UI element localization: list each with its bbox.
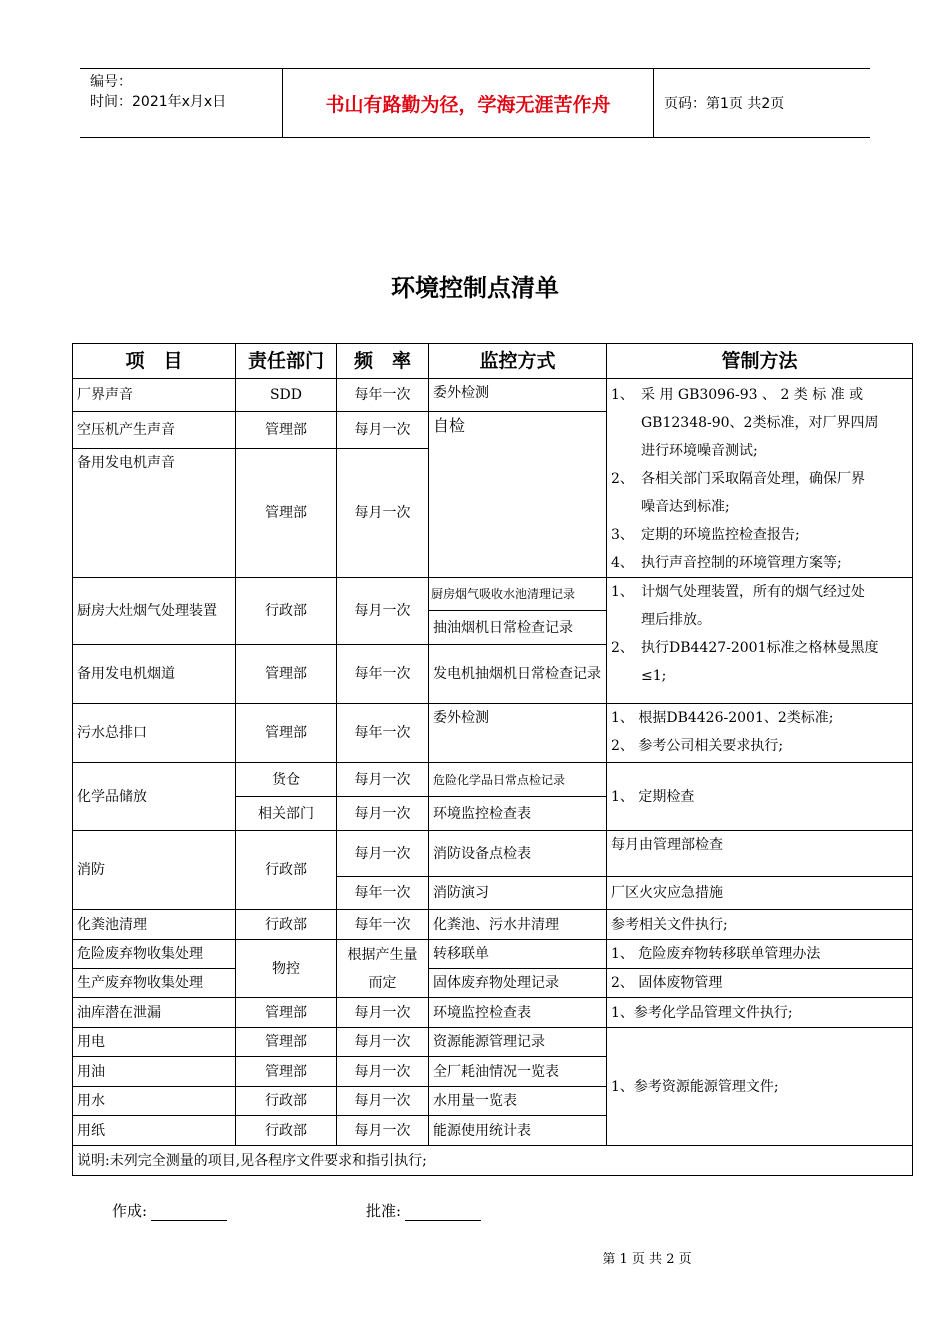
approved-by-field [366,1200,481,1221]
control-point-table [72,343,913,1176]
method-cell: 全厂耗油情况一览表 [429,1057,607,1087]
table-header-row [73,344,913,379]
item-cell: 消防 [73,831,236,910]
dept-cell: 行政部 [236,1116,337,1146]
header-freq: 频 率 [337,344,429,379]
method-cell: 固体废弃物处理记录 [429,969,607,998]
item-cell: 厂界声音 [73,379,236,412]
table-note-row [73,1146,913,1176]
method-cell: 消防演习 [429,877,607,910]
item-cell: 用电 [73,1028,236,1057]
item-cell: 厨房大灶烟气处理装置 [73,578,236,645]
made-by-field [112,1200,227,1221]
header-item: 项 目 [73,344,236,379]
dept-cell: 管理部 [236,1057,337,1087]
dept-cell: 行政部 [236,831,337,910]
dept-cell: 相关部门 [236,797,337,831]
method-cell: 资源能源管理记录 [429,1028,607,1057]
time-label: 时间：2021年x月x日 [90,94,227,110]
table-row [73,763,913,797]
made-by-label: 作成: [112,1202,148,1220]
control-cell: 2、 固体废物管理 [607,969,913,998]
control-cell: 厂区火灾应急措施 [607,877,913,910]
number-label: 编号： [90,74,132,90]
freq-cell: 每月一次 [337,578,429,645]
table-row [73,940,913,969]
dept-cell: 行政部 [236,1087,337,1116]
resource-control-cell: 1、参考资源能源管理文件; [607,1028,913,1146]
dept-cell: 行政部 [236,910,337,940]
dept-cell: 管理部 [236,1028,337,1057]
control-cell: 1、 根据DB4426-2001、2类标准; 2、 参考公司相关要求执行; [607,704,913,763]
method-cell: 委外检测 [429,379,607,412]
freq-cell: 每月一次 [337,763,429,797]
freq-cell: 每年一次 [337,910,429,940]
method-cell: 危险化学品日常点检记录 [429,763,607,797]
header-control: 管制方法 [607,344,913,379]
approved-by-label: 批准: [366,1202,402,1220]
header-page-label: 页码：第1页 共2页 [664,96,785,112]
item-cell: 空压机产生声音 [73,412,236,449]
noise-control-cell: 1、 采 用 GB3096-93 、 2 类 标 准 或 GB12348-90、2类标准，对厂界四周 进行环境噪音测试; 2、 各相关部门采取隔音处理，确保厂界 噪音达到标准; 3、 定期的环境监控检查报告; 4、 执行声音控制的环境管理方案等; [607,379,913,578]
smoke-control-cell: 1、 计烟气处理装置，所有的烟气经过处 理后排放。 2、 执行DB4427-2001标准之格林曼黑度 ≤1; [607,578,913,704]
table-row [73,998,913,1028]
control-cell: 1、 危险废弃物转移联单管理办法 [607,940,913,969]
item-cell: 化学品储放 [73,763,236,831]
control-cell: 参考相关文件执行; [607,910,913,940]
table-row [73,1028,913,1057]
header-method: 监控方式 [429,344,607,379]
item-cell: 用水 [73,1087,236,1116]
header-dept: 责任部门 [236,344,337,379]
dept-cell: 货仓 [236,763,337,797]
page-title: 环境控制点清单 [391,274,559,302]
method-cell: 委外检测 [429,704,607,763]
freq-cell: 每年一次 [337,704,429,763]
method-cell: 化粪池、污水井清理 [429,910,607,940]
item-cell: 危险废弃物收集处理 [73,940,236,969]
page-footer: 第 1 页 共 2 页 [602,1252,692,1267]
dept-cell: 物控 [236,940,337,998]
control-cell: 1、 定期检查 [607,763,913,831]
table-note: 说明:未列完全测量的项目,见各程序文件要求和指引执行; [73,1146,913,1176]
document-header [80,68,870,138]
method-cell: 转移联单 [429,940,607,969]
item-cell: 污水总排口 [73,704,236,763]
freq-cell: 每月一次 [337,449,429,578]
dept-cell: SDD [236,379,337,412]
method-cell: 环境监控检查表 [429,797,607,831]
freq-cell: 根据产生量而定 [337,940,429,998]
freq-cell: 每月一次 [337,1057,429,1087]
freq-cell: 每月一次 [337,1028,429,1057]
freq-cell: 每月一次 [337,998,429,1028]
dept-cell: 管理部 [236,449,337,578]
table-row [73,910,913,940]
dept-cell: 管理部 [236,645,337,704]
freq-cell: 每月一次 [337,797,429,831]
method-cell: 自检 [429,412,607,578]
item-cell: 用油 [73,1057,236,1087]
freq-cell: 每月一次 [337,831,429,877]
dept-cell: 管理部 [236,998,337,1028]
freq-cell: 每年一次 [337,645,429,704]
method-cell: 环境监控检查表 [429,998,607,1028]
method-cell: 能源使用统计表 [429,1116,607,1146]
freq-cell: 每月一次 [337,412,429,449]
freq-cell: 每月一次 [337,1116,429,1146]
item-cell: 油库潜在泄漏 [73,998,236,1028]
table-row [73,578,913,611]
freq-cell: 每年一次 [337,877,429,910]
approved-by-line [405,1204,481,1221]
dept-cell: 管理部 [236,412,337,449]
method-cell: 抽油烟机日常检查记录 [429,611,607,645]
method-cell: 发电机抽烟机日常检查记录 [429,645,607,704]
item-cell: 用纸 [73,1116,236,1146]
made-by-line [151,1204,227,1221]
table-row [73,969,913,998]
header-info [80,69,282,137]
item-cell: 生产废弃物收集处理 [73,969,236,998]
control-cell: 每月由管理部检查 [607,831,913,877]
item-cell: 化粪池清理 [73,910,236,940]
control-cell: 1、参考化学品管理文件执行; [607,998,913,1028]
method-cell: 厨房烟气吸收水池清理记录 [429,578,607,611]
table-row [73,704,913,763]
dept-cell: 行政部 [236,578,337,645]
freq-cell: 每月一次 [337,1087,429,1116]
table-row [73,831,913,877]
item-cell: 备用发电机声音 [73,449,236,578]
table-row [73,379,913,412]
method-cell: 消防设备点检表 [429,831,607,877]
method-cell: 水用量一览表 [429,1087,607,1116]
freq-cell: 每年一次 [337,379,429,412]
item-cell: 备用发电机烟道 [73,645,236,704]
dept-cell: 管理部 [236,704,337,763]
header-slogan: 书山有路勤为径，学海无涯苦作舟 [282,69,654,137]
